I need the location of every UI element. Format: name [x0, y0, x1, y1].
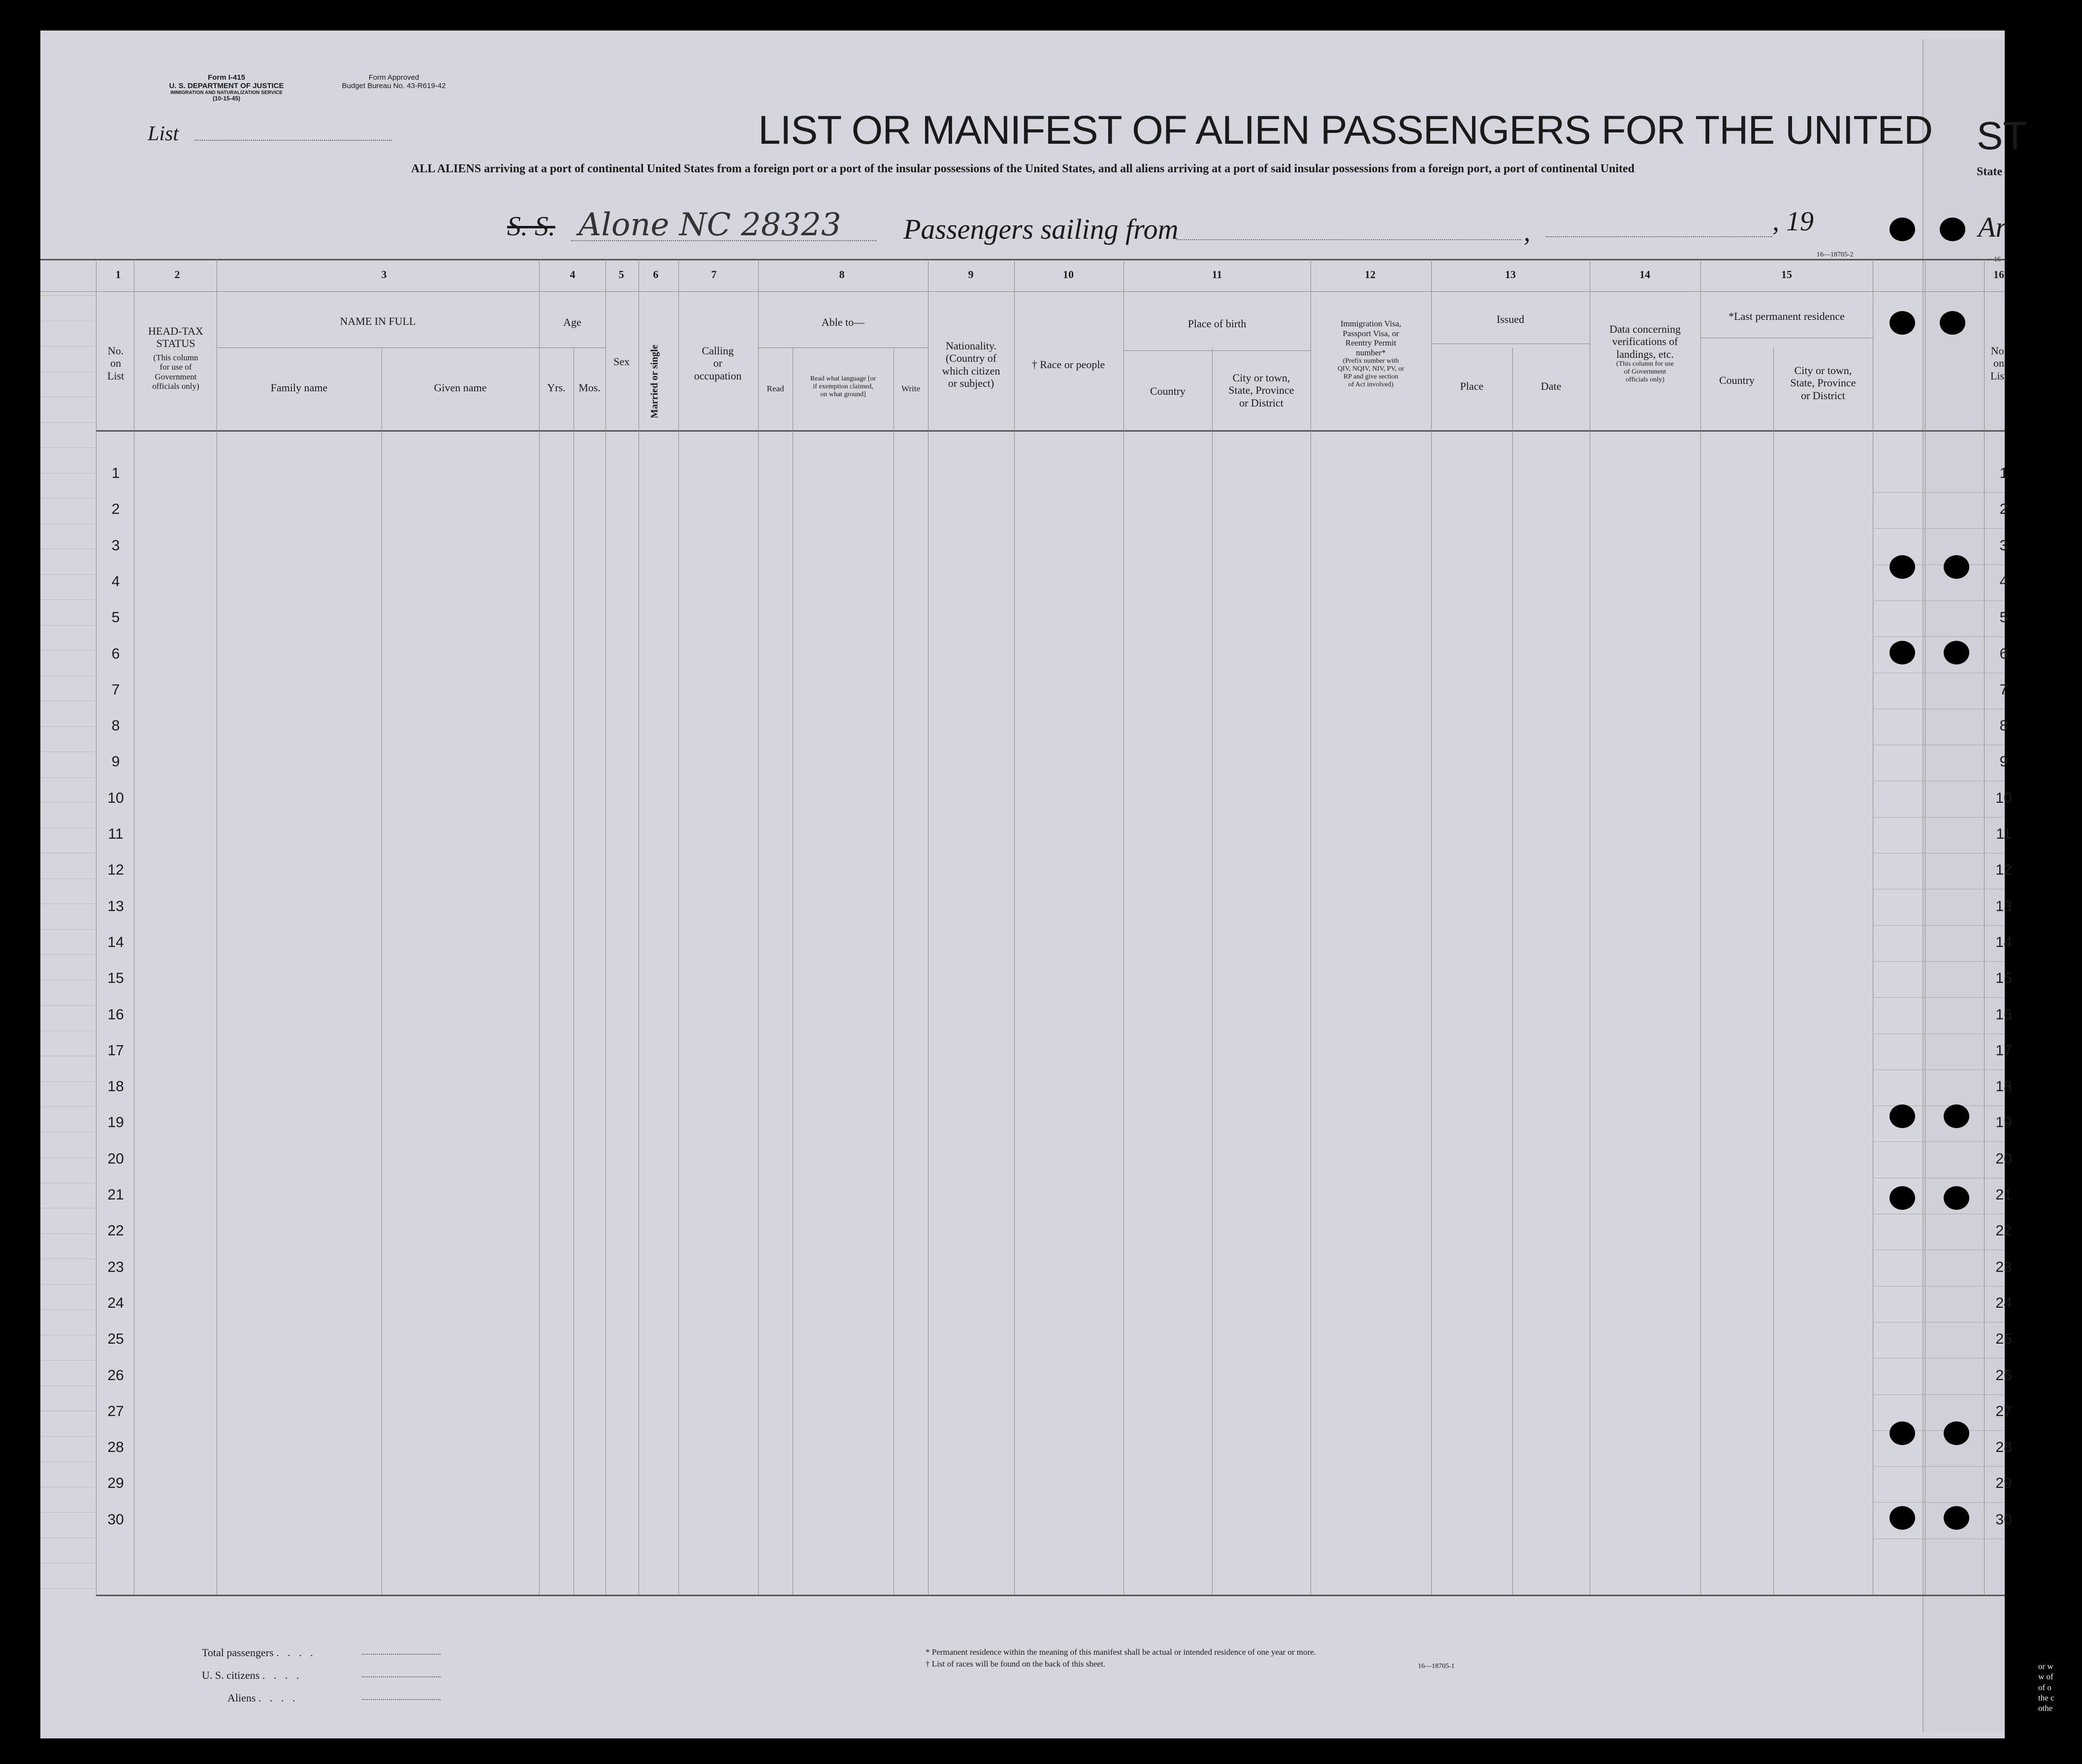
- visa-header: [1311, 319, 1431, 389]
- edition: (10-15-45): [212, 95, 241, 102]
- margin-guide: [40, 1106, 96, 1107]
- row-number: 10: [107, 789, 124, 806]
- total-passengers-row: [202, 1641, 316, 1664]
- residence-city-header: [1773, 364, 1873, 402]
- edge-text: [2038, 1661, 2054, 1713]
- column-number: 15: [1781, 268, 1792, 281]
- row-number: 1: [1999, 465, 2008, 481]
- edge-line: of o: [2038, 1682, 2051, 1692]
- footnote-residence: * Permanent residence within the meaning of this manifest shall be actual or intended residence of one year or more.: [926, 1647, 1316, 1657]
- header-line: or: [713, 357, 723, 370]
- header-line: Read what language [or: [810, 375, 876, 382]
- last-residence-header: *Last permanent residence: [1729, 310, 1845, 322]
- comma: ,: [1524, 217, 1531, 247]
- total-passengers-blank[interactable]: [362, 1654, 441, 1655]
- margin-guide: [40, 1436, 96, 1437]
- row-rule: [1873, 997, 2005, 998]
- margin-guide: [40, 1081, 96, 1082]
- given-name-header: Given name: [434, 381, 487, 394]
- row-rule: [1873, 1286, 2005, 1287]
- punch-hole: [1890, 555, 1915, 579]
- header-line: Immigration Visa,: [1340, 319, 1402, 328]
- header-line: on: [110, 357, 121, 370]
- form-title-continued: ST: [1977, 114, 2027, 158]
- subheader-rule: [217, 347, 539, 348]
- visa-note: [1311, 357, 1431, 389]
- row-number: 28: [1995, 1439, 2012, 1456]
- birth-city-header: [1212, 372, 1311, 409]
- margin-guide: [40, 802, 96, 803]
- row-rule: [1873, 636, 2005, 637]
- row-number: 5: [1999, 609, 2008, 626]
- totals-block: [202, 1641, 316, 1710]
- row-number: 16: [1995, 1006, 2012, 1023]
- header-line: on what ground]: [820, 391, 866, 399]
- column-rule: [758, 259, 759, 1595]
- edge-line: the c: [2038, 1693, 2054, 1702]
- data-landings-note: [1590, 360, 1700, 384]
- arriving-continued: Ar: [1978, 211, 2007, 243]
- punch-hole: [1944, 1104, 1969, 1128]
- note-line: RP and give section: [1343, 373, 1399, 381]
- us-citizens-label: U. S. citizens: [202, 1669, 260, 1682]
- approval-block: [325, 74, 463, 90]
- list-blank[interactable]: [194, 140, 391, 141]
- table-bottom-rule: [96, 1595, 2005, 1596]
- issued-date-header: Date: [1540, 380, 1562, 392]
- margin-guide: [40, 625, 96, 626]
- read-header: Read: [767, 384, 784, 393]
- yrs-header: Yrs.: [547, 381, 566, 394]
- header-line: or District: [1801, 389, 1845, 402]
- note-line: for use of: [160, 362, 192, 372]
- form-subtitle-continued: State: [1977, 165, 2002, 178]
- row-rule: [1873, 961, 2005, 962]
- subheader-rule: [539, 347, 606, 348]
- table-top-rule: [40, 259, 2005, 260]
- row-number: 30: [107, 1511, 124, 1528]
- column-number: 16: [1993, 268, 2004, 281]
- service: IMMIGRATION AND NATURALIZATION SERVICE: [170, 90, 283, 95]
- head-tax-header: [134, 325, 218, 391]
- aliens-blank[interactable]: [362, 1699, 441, 1700]
- note-line: officials only): [152, 381, 199, 391]
- row-number: 25: [1995, 1331, 2012, 1348]
- row-number: 2: [1999, 501, 2008, 518]
- header-line: Calling: [702, 345, 734, 357]
- data-landings-header: [1590, 323, 1700, 384]
- punch-hole: [1890, 218, 1915, 241]
- header-line: verifications of: [1612, 335, 1678, 348]
- footer-code: 16—18705-1: [1418, 1663, 1455, 1670]
- row-number: 12: [1995, 862, 2012, 879]
- sailing-from-blank[interactable]: [1177, 239, 1521, 240]
- issued-place-header: Place: [1460, 380, 1484, 392]
- margin-guide: [40, 599, 96, 600]
- margin-guide: [40, 650, 96, 651]
- row-number: 21: [1995, 1187, 2012, 1203]
- row-rule: [1873, 925, 2005, 926]
- header-line: on: [1993, 357, 2004, 370]
- row-number: 15: [107, 970, 124, 987]
- row-number: 13: [1995, 898, 2012, 914]
- punch-hole: [1944, 1421, 1969, 1445]
- head-tax-note: [134, 353, 218, 391]
- note-line: (This column: [153, 352, 198, 362]
- margin-guide: [40, 295, 96, 296]
- leader-dots: . . . .: [258, 1692, 298, 1704]
- row-number: 11: [108, 826, 124, 842]
- row-number: 7: [1999, 681, 2008, 698]
- column-number: 9: [968, 268, 974, 281]
- row-number: 6: [1999, 645, 2008, 662]
- row-rule: [1873, 1141, 2005, 1142]
- no-on-list-header: [98, 345, 133, 382]
- row-number: 26: [107, 1367, 124, 1384]
- header-line: No.: [1990, 345, 2007, 357]
- aliens-row: [202, 1687, 316, 1709]
- header-line: STATUS: [156, 337, 195, 350]
- row-rule: [1873, 528, 2005, 529]
- header-line: Passport Visa, or: [1343, 328, 1399, 338]
- header-line: occupation: [694, 369, 742, 382]
- row-number: 24: [107, 1294, 124, 1311]
- column-number: 12: [1365, 268, 1376, 281]
- row-number: 11: [1996, 826, 2012, 842]
- row-number: 18: [107, 1078, 124, 1095]
- column-number: 3: [381, 268, 387, 281]
- header-bottom-rule: [96, 430, 2005, 432]
- us-citizens-blank[interactable]: [362, 1676, 441, 1677]
- row-number: 17: [1995, 1042, 2012, 1059]
- row-number: 10: [1995, 789, 2012, 806]
- race-header: † Race or people: [1031, 358, 1105, 371]
- ship-blank: [571, 240, 876, 241]
- form-number: Form I-415: [208, 73, 245, 82]
- footnote-races: † List of races will be found on the back of this sheet.: [926, 1659, 1105, 1669]
- sailing-from-label: Passengers sailing from: [903, 213, 1179, 245]
- header-line: State, Province: [1790, 377, 1856, 389]
- note-line: QIV, NQIV, NIV, PV, or: [1337, 365, 1405, 373]
- row-number: 9: [111, 754, 120, 770]
- row-number: 14: [1995, 934, 2012, 950]
- list-label: List: [148, 123, 179, 145]
- row-rule: [1873, 1466, 2005, 1467]
- column-rule: [1123, 259, 1124, 1595]
- footnotes: [926, 1646, 1316, 1670]
- punch-hole: [1890, 1104, 1915, 1128]
- column-rule: [1014, 259, 1015, 1595]
- punch-hole: [1890, 1186, 1915, 1210]
- row-number: 25: [107, 1331, 124, 1348]
- birth-country-header: Country: [1150, 385, 1186, 397]
- header-line: State, Province: [1228, 384, 1294, 397]
- nationality-header: [928, 340, 1014, 389]
- mos-header: Mos.: [578, 381, 601, 394]
- margin-guide: [40, 422, 96, 423]
- column-number: 2: [174, 268, 180, 281]
- row-rule: [1873, 492, 2005, 493]
- punch-hole: [1890, 641, 1915, 664]
- margin-guide: [40, 1233, 96, 1234]
- row-number: 19: [107, 1114, 124, 1131]
- note-line: of Act involved): [1348, 381, 1394, 389]
- margin-guide: [40, 1309, 96, 1310]
- note-line: (This column for use: [1616, 360, 1674, 368]
- header-line: List: [107, 369, 125, 382]
- subheader-rule: [1123, 350, 1311, 351]
- row-number: 4: [1999, 573, 2008, 590]
- edge-line: w of: [2038, 1672, 2053, 1682]
- margin-guide: [40, 1005, 96, 1006]
- column-number: 8: [839, 268, 845, 281]
- row-number: 13: [107, 898, 124, 914]
- row-number: 2: [111, 501, 120, 518]
- column-rule: [678, 259, 679, 1595]
- date-blank[interactable]: [1546, 236, 1772, 237]
- form-title: LIST OR MANIFEST OF ALIEN PASSENGERS FOR THE UNITED: [758, 108, 1933, 153]
- row-number: 3: [111, 537, 120, 554]
- note-line: (Prefix number with: [1343, 357, 1399, 365]
- punch-hole: [1940, 311, 1965, 335]
- header-line: No.: [107, 345, 124, 357]
- row-rule: [1873, 1394, 2005, 1395]
- header-line: which citizen: [942, 364, 1000, 377]
- read-what-header: [793, 375, 894, 399]
- row-number: 21: [107, 1187, 124, 1203]
- margin-guide: [40, 1284, 96, 1285]
- column-rule: [1431, 259, 1432, 1595]
- column-number: 7: [711, 268, 717, 281]
- row-number: 27: [1995, 1403, 2012, 1419]
- edge-line: or w: [2038, 1662, 2053, 1671]
- row-number: 26: [1995, 1367, 2012, 1384]
- punch-hole: [1890, 1421, 1915, 1445]
- note-line: officials only): [1626, 376, 1665, 384]
- budget-number: Budget Bureau No. 43-R619-42: [342, 81, 446, 90]
- row-number: 14: [107, 934, 124, 950]
- margin-guide: [40, 1461, 96, 1462]
- row-rule: [1873, 817, 2005, 818]
- total-passengers-label: Total passengers: [202, 1646, 274, 1659]
- leader-dots: . . . .: [276, 1646, 316, 1659]
- row-number: 1: [111, 465, 120, 481]
- row-number: 24: [1995, 1294, 2012, 1311]
- column-number: 13: [1505, 268, 1516, 281]
- margin-guide: [40, 954, 96, 955]
- row-number: 5: [111, 609, 120, 626]
- punch-hole: [1944, 1506, 1969, 1530]
- row-number: 3: [1999, 537, 2008, 554]
- row-rule: [1873, 1322, 2005, 1323]
- approval: Form Approved: [368, 73, 419, 82]
- header-line: HEAD-TAX: [148, 325, 203, 337]
- header-line: City or town,: [1232, 372, 1290, 384]
- column-number: 1: [115, 268, 121, 281]
- column-number: 6: [653, 268, 659, 281]
- row-number: 8: [111, 718, 120, 734]
- name-in-full-header: NAME IN FULL: [340, 315, 416, 327]
- us-citizens-row: [202, 1664, 316, 1687]
- calling-header: [678, 345, 757, 382]
- row-number: 4: [111, 573, 120, 590]
- row-number: 16: [107, 1006, 124, 1023]
- residence-country-header: Country: [1719, 374, 1755, 386]
- column-number: 5: [618, 268, 624, 281]
- row-number: 6: [111, 645, 120, 662]
- edge-line: othe: [2038, 1703, 2053, 1713]
- column-rule: [539, 259, 540, 1595]
- right-no-on-list-header: [1984, 345, 2014, 382]
- header-line: landings, etc.: [1616, 347, 1674, 360]
- margin-guide: [40, 574, 96, 575]
- margin-guide: [40, 1132, 96, 1133]
- form-id-block: [143, 74, 310, 102]
- place-of-birth-header: Place of birth: [1187, 317, 1247, 330]
- row-number: 9: [1999, 754, 2008, 770]
- sex-header: Sex: [613, 355, 630, 368]
- able-to-header: Able to—: [821, 316, 865, 328]
- column-rule: [1700, 259, 1701, 1595]
- row-number: 12: [107, 862, 124, 879]
- leader-dots: . . . .: [262, 1669, 302, 1682]
- row-rule: [1873, 1105, 2005, 1106]
- header-line: Data concerning: [1609, 323, 1681, 335]
- punch-hole: [1944, 1186, 1969, 1210]
- header-line: List: [1990, 369, 2008, 382]
- note-line: Government: [155, 372, 197, 381]
- row-number: 29: [1995, 1475, 2012, 1492]
- column-number: 11: [1212, 268, 1222, 281]
- row-number: 29: [107, 1475, 124, 1492]
- column-rule: [1773, 347, 1774, 1595]
- row-number: 15: [1995, 970, 2012, 987]
- row-number: 22: [107, 1223, 124, 1239]
- married-header: Married or single: [649, 345, 660, 418]
- row-number: 8: [1999, 718, 2008, 734]
- row-number: 20: [107, 1150, 124, 1167]
- punch-hole: [1944, 555, 1969, 579]
- ss-label: S. S.: [507, 211, 555, 242]
- margin-guide: [40, 726, 96, 727]
- row-number: 23: [1995, 1259, 2012, 1275]
- header-line: Reentry Permit: [1345, 338, 1397, 348]
- margin-guide: [40, 447, 96, 448]
- department: U. S. DEPARTMENT OF JUSTICE: [169, 81, 284, 90]
- column-number: 10: [1063, 268, 1074, 281]
- family-name-header: Family name: [270, 381, 328, 394]
- row-number: 27: [107, 1403, 124, 1419]
- punch-hole: [1890, 311, 1915, 335]
- print-code: 16—18705-2: [1817, 251, 1854, 258]
- margin-guide: [40, 777, 96, 778]
- punch-hole: [1890, 1506, 1915, 1530]
- row-number: 18: [1995, 1078, 2012, 1095]
- issued-header: Issued: [1496, 313, 1525, 325]
- punch-hole: [1944, 641, 1969, 664]
- margin-guide: [40, 498, 96, 499]
- print-code-right: 16—: [1994, 256, 2008, 263]
- manifest-sheet: [40, 31, 2005, 1738]
- column-rule: [1512, 347, 1513, 1595]
- punch-hole: [1940, 218, 1965, 241]
- header-line: City or town,: [1794, 364, 1852, 377]
- age-header: Age: [563, 316, 581, 328]
- ship-name-handwritten[interactable]: Alone NC 28323: [578, 207, 841, 243]
- margin-guide: [40, 1157, 96, 1158]
- row-number: 19: [1995, 1114, 2012, 1131]
- row-number: 22: [1995, 1223, 2012, 1239]
- subheader-rule: [758, 347, 928, 348]
- row-number: 28: [107, 1439, 124, 1456]
- header-line: number*: [1356, 347, 1386, 357]
- note-line: of Government: [1624, 368, 1666, 376]
- column-number: 14: [1639, 268, 1650, 281]
- form-subtitle: ALL ALIENS arriving at a port of continental United States from a foreign port or a port of the insular possessions of the United States, and all aliens arriving at a port of said insular possessions from a foreign port, a port of continental United: [411, 162, 1634, 175]
- margin-guide: [40, 929, 96, 930]
- margin-guide: [40, 1588, 96, 1589]
- aliens-label: Aliens: [227, 1692, 256, 1704]
- header-line: or District: [1239, 396, 1283, 409]
- write-header: Write: [901, 384, 921, 393]
- row-number: 23: [107, 1259, 124, 1275]
- header-line: if exemption claimed,: [813, 383, 873, 391]
- header-line: (Country of: [945, 352, 997, 365]
- row-number: 17: [107, 1042, 124, 1059]
- row-rule: [1873, 600, 2005, 601]
- row-number: 7: [111, 681, 120, 698]
- row-number: 20: [1995, 1150, 2012, 1167]
- column-rule: [1212, 347, 1213, 1595]
- column-rule: [928, 259, 929, 1595]
- header-line: Nationality.: [945, 340, 997, 352]
- year-prefix: , 19: [1772, 206, 1814, 237]
- number-row-rule: [40, 291, 2005, 292]
- row-number: 30: [1995, 1511, 2012, 1528]
- header-line: or subject): [948, 377, 994, 389]
- column-number: 4: [570, 268, 576, 281]
- row-rule: [1873, 1502, 2005, 1503]
